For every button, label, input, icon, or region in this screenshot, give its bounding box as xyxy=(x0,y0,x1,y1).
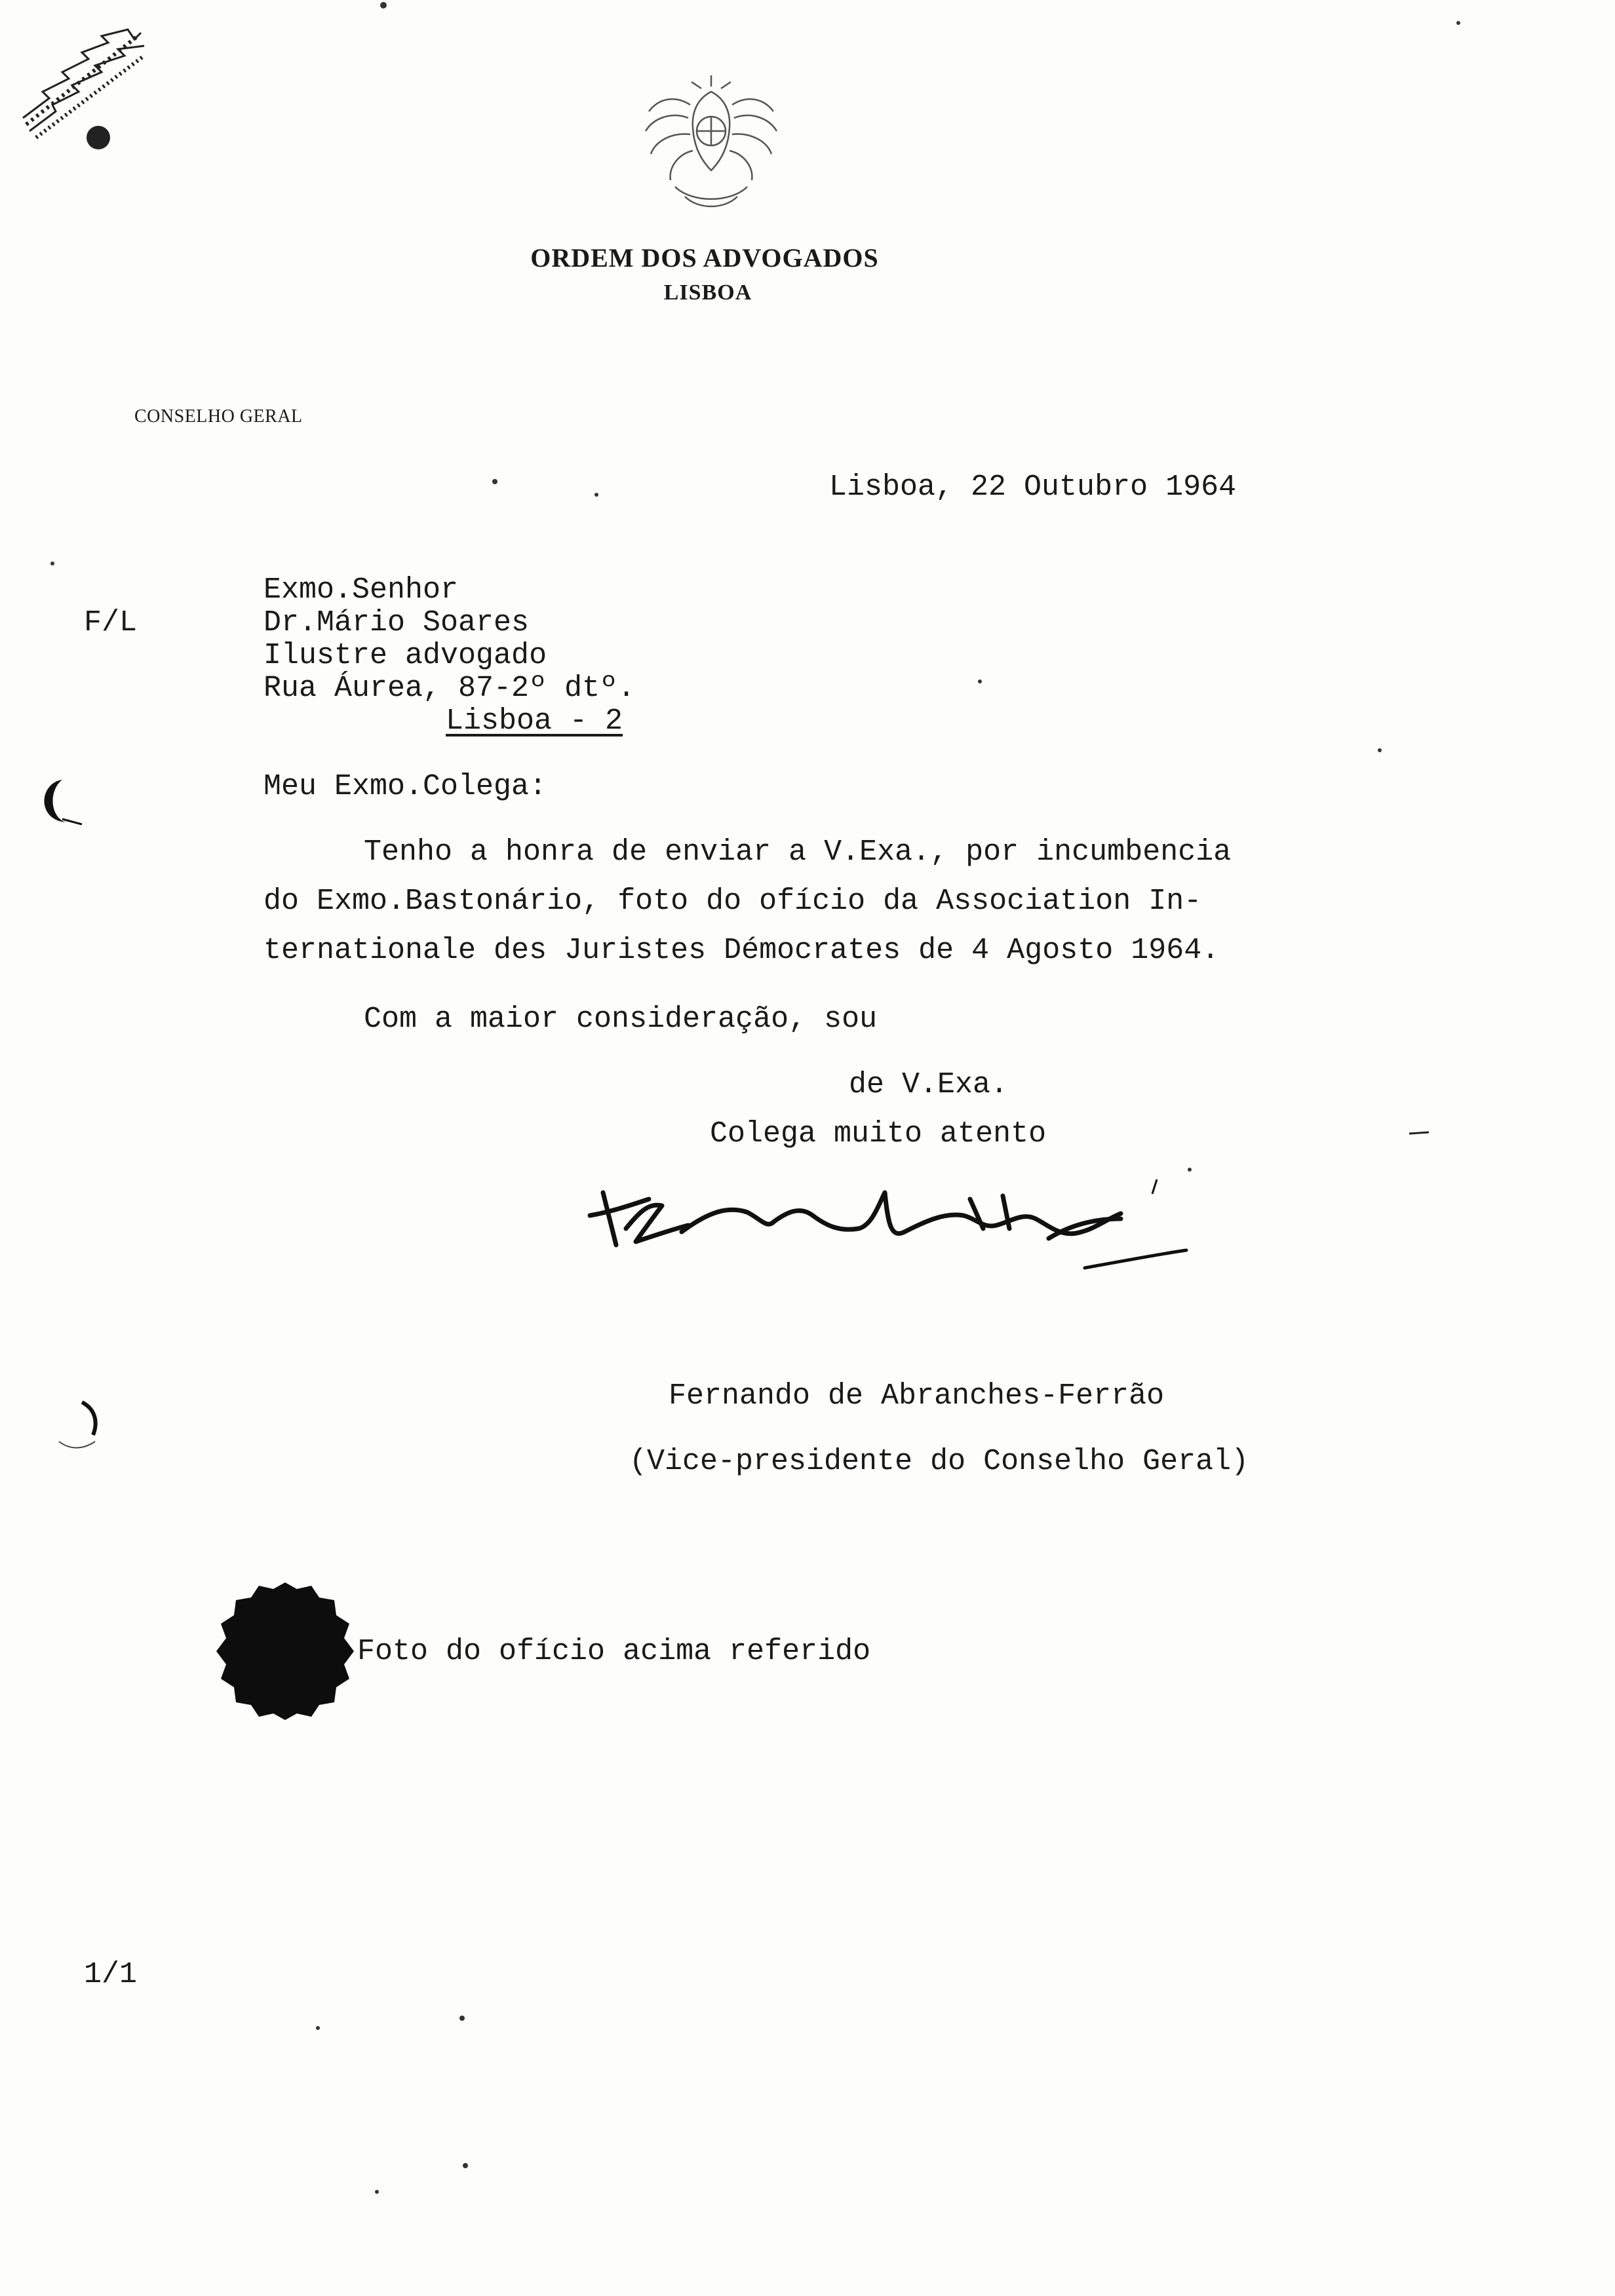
handwritten-signature xyxy=(577,1166,1206,1297)
reference-code: F/L xyxy=(84,606,138,640)
date-line: Lisboa, 22 Outubro 1964 xyxy=(829,470,1237,504)
organization-city: LISBOA xyxy=(663,280,752,305)
signatory-name: Fernando de Abranches-Ferrão xyxy=(669,1379,1165,1413)
recipient-line-2: Dr.Mário Soares xyxy=(263,606,530,640)
body-line-2: do Exmo.Bastonário, foto do ofício da Association In- xyxy=(263,885,1202,918)
margin-hook-mark xyxy=(46,1396,111,1468)
organization-name: ORDEM DOS ADVOGADOS xyxy=(530,243,879,273)
body-line-1: Tenho a honra de enviar a V.Exa., por incumbencia xyxy=(364,835,1232,869)
enclosure-note: Foto do ofício acima referido xyxy=(357,1635,871,1668)
page-number: 1/1 xyxy=(84,1958,138,1991)
scan-scribble-mark xyxy=(10,20,154,151)
recipient-line-1: Exmo.Senhor xyxy=(263,573,459,607)
salutation: Meu Exmo.Colega: xyxy=(263,770,547,803)
closing-line-1: Com a maior consideração, sou xyxy=(364,1003,878,1036)
recipient-line-5: Lisboa - 2 xyxy=(446,704,623,738)
signatory-title: (Vice-presidente do Conselho Geral) xyxy=(629,1445,1249,1478)
body-line-3: ternationale des Juristes Démocrates de 4 Agosto 1964. xyxy=(263,934,1220,967)
closing-line-2: de V.Exa. xyxy=(849,1068,1009,1101)
coat-of-arms-seal xyxy=(613,72,809,216)
margin-ink-mark xyxy=(26,773,92,832)
department-name: CONSELHO GERAL xyxy=(134,406,303,427)
closing-line-3: Colega muito atento xyxy=(710,1117,1047,1151)
recipient-line-4: Rua Áurea, 87-2º dtº. xyxy=(263,672,636,705)
ink-blot xyxy=(206,1573,364,1730)
recipient-line-3: Ilustre advogado xyxy=(263,639,547,672)
